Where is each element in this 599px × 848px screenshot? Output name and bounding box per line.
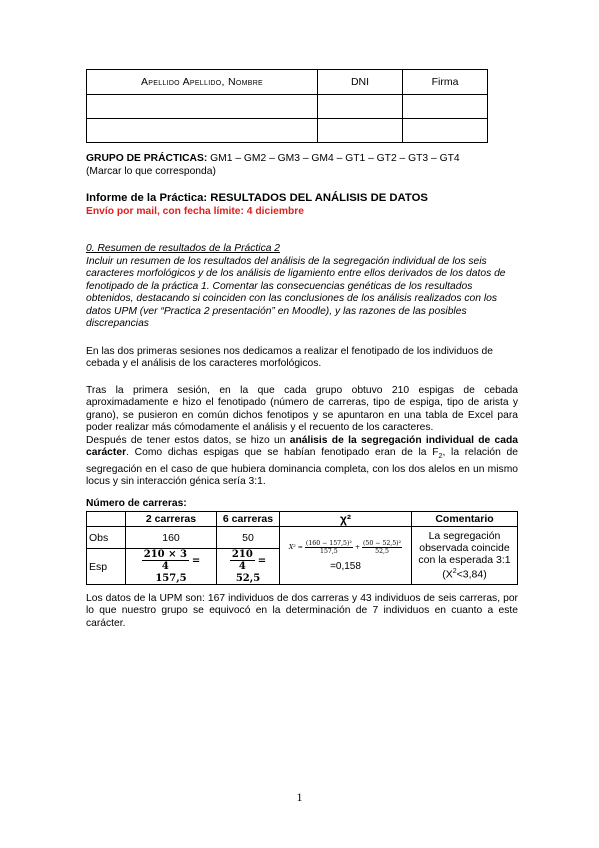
grupo-options: GM1 – GM2 – GM3 – GM4 – GT1 – GT2 – GT3 – GT4 (207, 153, 460, 164)
row-obs-label: Obs (87, 527, 126, 549)
obs-six: 50 (217, 527, 280, 549)
row-esp-label: Esp (87, 549, 126, 585)
paragraph-1: En las dos primeras sesiones nos dedicamos a realizar el fenotipado de los individuos de cebada y el análisis de los caracteres morfológicos. (86, 346, 493, 370)
comment-cell: La segregación observada coincide con la esperada 3:1 $(X^2<3,84)$ (412, 527, 518, 585)
header-dni: DNI (318, 70, 403, 95)
dni-cell-2[interactable] (318, 119, 403, 143)
name-cell-1[interactable] (87, 95, 318, 119)
firma-cell-1[interactable] (403, 95, 488, 119)
grupo-line (86, 153, 518, 165)
paragraph-3 (86, 435, 518, 489)
grupo-label: GRUPO DE PRÁCTICAS: (86, 153, 208, 164)
header-six-carreras: 6 carreras (217, 512, 280, 527)
esp-two: $\frac{210 \times 3}{4}$ = 157,5 (126, 549, 217, 585)
section-instructions: Incluir un resumen de los resultados del análisis de la segregación individual de los seis caracteres morfológicos y de los análisis de ligamiento entre ellos derivados de los datos de fenotipado de la práctica 1. Comentar las consecuencias genéticas de los resultados obtenidos, destacando si coinciden con las conclusiones de los análisis realizados con los datos UPM (ver “Practica 2 presentación” en Moodle), y las razones de las posibles discrepancias (86, 256, 506, 330)
paragraph-4: Los datos de la UPM son: 167 individuos de dos carreras y 43 individuos de seis carreras, por lo que nuestro grupo se equivocó en la determinación de 7 individuos en cuanto a este carácter. (86, 593, 518, 629)
informe-title: Informe de la Práctica: RESULTADOS DEL ANÁLISIS DE DATOS (86, 192, 428, 204)
obs-two: 160 (126, 527, 217, 549)
section-heading: 0. Resumen de resultados de la Práctica 2 (86, 243, 281, 254)
dni-cell-1[interactable] (318, 95, 403, 119)
firma-cell-2[interactable] (403, 119, 488, 143)
header-comment: Comentario (412, 512, 518, 527)
chi-result: =0,158 (330, 560, 361, 572)
header-chi: χ² (280, 512, 412, 527)
header-two-carreras: 2 carreras (126, 512, 217, 527)
table-caption: Número de carreras: (86, 498, 187, 509)
header-firma: Firma (403, 70, 488, 95)
page-number: 1 (296, 790, 303, 804)
para3-after-a: . Como dichas espigas que se habían fenotipado eran de la F (126, 447, 439, 459)
para3-after-b: , la relación de segregación en el caso de que hubiera dominancia completa, con los dos alelos en un mismo locus y sin interacción génica sería 3:1. (86, 447, 518, 488)
para3-before: Después de tener estos datos, se hizo un (86, 435, 290, 446)
segregation-table (86, 511, 518, 585)
para3-bold: análisis de la segregación individual de cada carácter (86, 435, 519, 459)
comment-text: La segregación observada coincide con la esperada 3:1 (418, 530, 511, 567)
informe-deadline: Envío por mail, con fecha límite: 4 diciembre (86, 206, 305, 217)
name-cell-2[interactable] (87, 119, 318, 143)
chi-formula: X² = $\frac{\text{(160 − 157,5)²}}{157,5}$ + $\frac{\text{(50 − 52,5)²}}{52,5}$ (288, 539, 402, 555)
para3-sub: 2 (438, 453, 443, 461)
chi-square-cell (280, 527, 412, 585)
grupo-note: (Marcar lo que corresponda) (86, 166, 216, 177)
paragraph-2: Tras la primera sesión, en la que cada grupo obtuvo 210 espigas de cebada aproximadamente e hizo el fenotipado (número de carreras, tipo de espiga, tipo de arista y grano), se pusieron en común dichos fenotipos y se apuntaron en una tabla de Excel para poder realizar más cómodamente el análisis y el recuento de los caracteres. (86, 385, 518, 434)
student-info-table (86, 69, 488, 143)
header-name: Apellido Apellido, Nombre (87, 70, 318, 95)
corner-cell (87, 512, 126, 527)
esp-six: $\frac{210}{4}$ = 52,5 (217, 549, 280, 585)
